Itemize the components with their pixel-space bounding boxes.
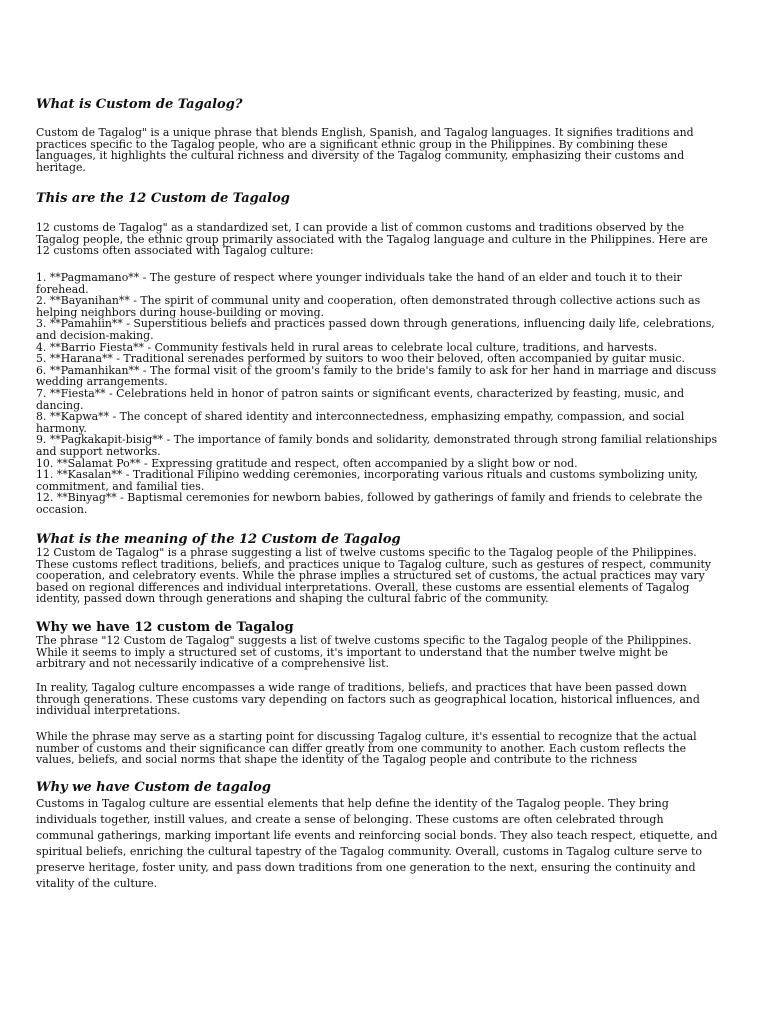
paragraph-why-customs: Customs in Tagalog culture are essential elements that help define the identity of the Tagalog people. They bring individuals together, instill values, and create a sense of belonging. These customs are often celebrated through communal gatherings, marking important life events and reinforcing social bonds. They also teach respect, etiquette, and spiritual beliefs, enriching the cultural tapestry of the Tagalog community. Overall, customs in Tagalog culture serve to preserve heritage, foster unity, and pass down traditions from one generation to the next, ensuring the continuity and vitality of the culture. <box>36 797 718 890</box>
list-item: 10. **Salamat Po** - Expressing gratitude and respect, often accompanied by a slight bow or nod. <box>36 456 578 470</box>
list-item: 5. **Harana** - Traditional serenades performed by suitors to woo their beloved, often accompanied by guitar music. <box>36 352 685 366</box>
list-item: 8. **Kapwa** - The concept of shared identity and interconnectedness, emphasizing empathy, compassion, and social harmony. <box>36 410 685 435</box>
paragraph-why-twelve-3: While the phrase may serve as a starting point for discussing Tagalog culture, it's essential to recognize that the actual number of customs and their significance can differ greatly from one community to another. Each custom reflects the values, beliefs, and social norms that shape the identity of the Tagalog people and contribute to the richness <box>36 730 697 767</box>
paragraph-twelve-intro: 12 customs de Tagalog" as a standardized set, I can provide a list of common customs and traditions observed by the Tagalog people, the ethnic group primarily associated with the Tagalog language and culture in the Philippines. Here are 12 customs often associated with Tagalog culture: <box>36 221 708 258</box>
list-item: 11. **Kasalan** - Traditional Filipino wedding ceremonies, incorporating various rituals and customs symbolizing unity, commitment, and familial ties. <box>36 468 699 493</box>
list-item: 4. **Barrio Fiesta** - Community festivals held in rural areas to celebrate local culture, traditions, and harvests. <box>36 340 658 354</box>
list-item: 6. **Pamanhikan** - The formal visit of the groom's family to the bride's family to ask for her hand in marriage and discuss wedding arrangements. <box>36 363 717 389</box>
paragraph-what-is: Custom de Tagalog" is a unique phrase that blends English, Spanish, and Tagalog languages. It signifies traditions and practices specific to the Tagalog people, who are a significant ethnic group in the Philippines. By combining these languages, it highlights the cultural richness and diversity of the Tagalog community, emphasizing their customs and heritage. <box>36 126 694 174</box>
list-item: 3. **Pamahiin** - Superstitious beliefs and practices passed down through generations, influencing daily life, celebrations, and decision-making. <box>36 317 715 342</box>
list-item: 2. **Bayanihan** - The spirit of communal unity and cooperation, often demonstrated through collective actions such as helping neighbors during house-building or moving. <box>36 294 701 319</box>
customs-list <box>36 272 720 515</box>
heading-why-customs: Why we have Custom de tagalog <box>36 780 271 795</box>
paragraph-why-twelve-1: The phrase "12 Custom de Tagalog" suggests a list of twelve customs specific to the Tagalog people of the Philippines. While it seems to imply a structured set of customs, it's important to understand that the number twelve might be arbitrary and not necessarily indicative of a comprehensive list. <box>36 634 692 671</box>
list-item: 1. **Pagmamano** - The gesture of respect where younger individuals take the hand of an elder and touch it to their forehead. <box>36 271 682 296</box>
list-item: 12. **Binyag** - Baptismal ceremonies for newborn babies, followed by gatherings of family and friends to celebrate the occasion. <box>36 491 703 516</box>
list-item: 9. **Pagkakapit-bisig** - The importance of family bonds and solidarity, demonstrated through strong familial relationships and support networks. <box>36 433 718 458</box>
heading-meaning: What is the meaning of the 12 Custom de Tagalog <box>36 532 401 547</box>
list-item: 7. **Fiesta** - Celebrations held in honor of patron saints or significant events, characterized by feasting, music, and dancing. <box>36 386 685 412</box>
paragraph-meaning: 12 Custom de Tagalog" is a phrase suggesting a list of twelve customs specific to the Tagalog people of the Philippines. These customs reflect traditions, beliefs, and practices unique to Tagalog culture, such as gestures of respect, community cooperation, and celebratory events. While the phrase implies a structured set of customs, the actual practices may vary based on regional differences and individual interpretations. Overall, these customs are essential elements of Tagalog identity, passed down through generations and shaping the cultural fabric of the community. <box>36 546 712 606</box>
paragraph-why-twelve-2: In reality, Tagalog culture encompasses a wide range of traditions, beliefs, and practices that have been passed down through generations. These customs vary depending on factors such as geographical location, historical influences, and individual interpretations. <box>36 681 700 718</box>
heading-what-is: What is Custom de Tagalog? <box>36 97 243 112</box>
heading-twelve-customs: This are the 12 Custom de Tagalog <box>36 191 290 206</box>
heading-why-twelve: Why we have 12 custom de Tagalog <box>36 620 294 635</box>
